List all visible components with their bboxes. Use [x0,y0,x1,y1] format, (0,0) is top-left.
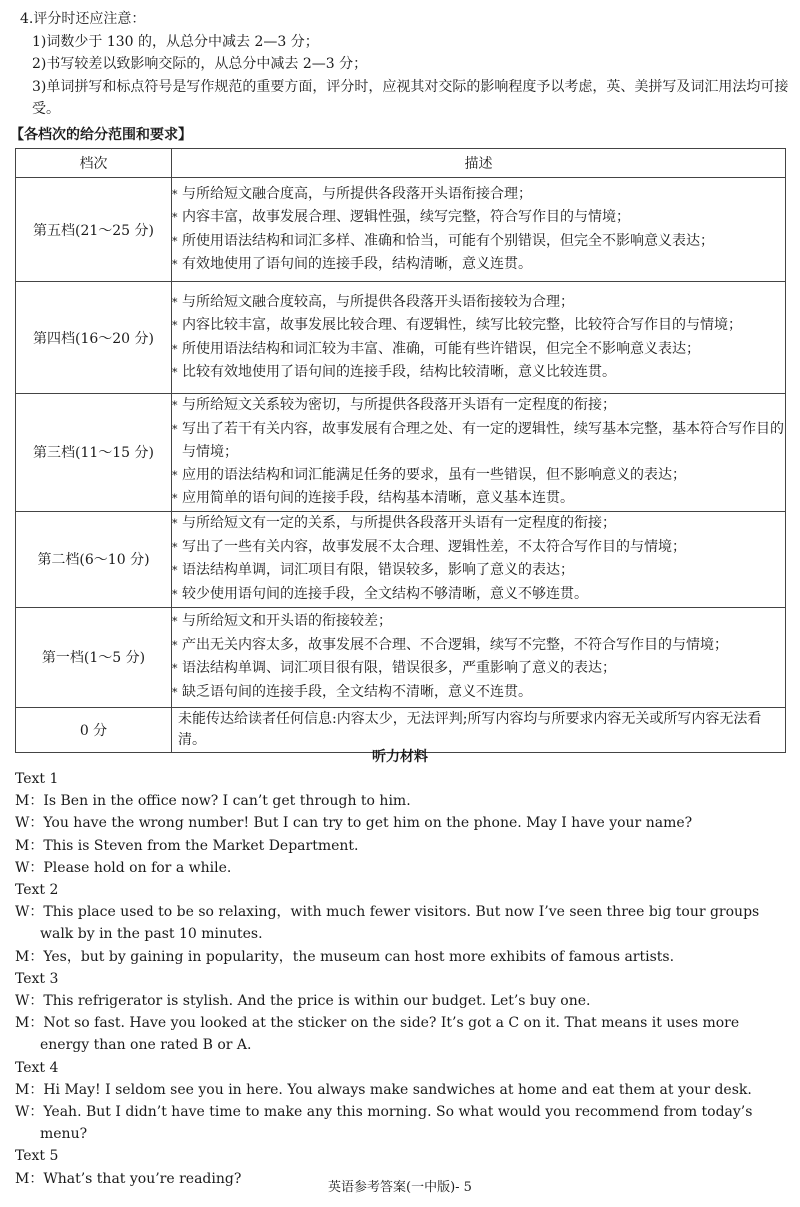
transcript-line: W：You have the wrong number! But I can try to get him on the phone. May I have your name? [15,815,693,832]
bullet-marker: * [172,342,178,356]
rubric-point-text: 与所给短文有一定的关系，与所提供各段落开头语有一定程度的衔接； [182,515,616,531]
rubric-point-text: 语法结构单调、词汇项目很有限，错误很多，严重影响了意义的表达； [182,660,616,676]
rubric-point-text: 与所给短文和开头语的衔接较差； [182,613,392,629]
rubric-point [172,610,785,634]
rubric-point [172,230,785,254]
scoring-note-1: 1)词数少于 130 的，从总分中减去 2—3 分； [32,33,319,50]
scoring-notes-heading: 4.评分时还应注意： [20,11,146,27]
page-footer: 英语参考答案(一中版)- 5 [328,1180,472,1195]
rubric-point [172,634,785,658]
transcript-section-label: Text 3 [15,970,59,987]
bullet-marker: * [172,258,178,271]
transcript-line: M：Yes，but by gaining in popularity，the museum can host more exhibits of famous artists. [15,948,675,965]
rubric-level: 第三档(11～15 分) [16,394,172,512]
bullet-marker: * [172,492,178,505]
transcript-line: W：Please hold on for a while. [15,859,232,876]
rubric-level: 第五档(21～25 分) [16,178,172,282]
rubric-description [172,511,786,607]
bullet-marker: * [172,366,178,379]
transcript-line: M：Hi May! I seldom see you in here. You always make sandwiches at home and eat them at your desk. [15,1081,752,1098]
rubric-body [16,178,786,753]
rubric-point [172,314,785,338]
rubric-point [172,657,785,681]
rubric-level: 第二档(6～10 分) [16,511,172,607]
rubric-point-text: 较少使用语句间的连接手段，全文结构不够清晰，意义不够连贯。 [182,585,588,602]
bullet-marker: * [172,564,178,577]
rubric-row [16,607,786,707]
rubric-table [15,148,786,753]
rubric-point [172,681,785,705]
transcript-line: M：Is Ben in the office now? I can’t get through to him. [15,793,411,810]
bullet-marker: * [172,662,178,675]
transcript-line: W：Yeah. But I didn’t have time to make any this morning. So what would you recommend from today’s menu? [15,1104,753,1143]
rubric-level-zero: 0 分 [16,707,172,752]
bullet-marker: * [172,517,178,530]
bullet-marker: * [172,399,178,412]
transcript-line: M：What’s that you’re reading? [15,1170,242,1187]
rubric-point [172,512,785,536]
rubric-description [172,178,786,282]
rubric-row [16,511,786,607]
rubric-point [172,583,785,607]
rubric-point-text: 应用简单的语句间的连接手段，结构基本清晰，意义基本连贯。 [182,490,574,506]
bullet-marker: * [172,422,178,436]
bullet-marker: * [172,234,178,248]
bullet-marker: * [172,468,178,482]
rubric-point-text: 语法结构单调，词汇项目有限，错误较多，影响了意义的表达； [182,562,574,578]
column-header-level: 档次 [16,149,172,178]
rubric-point-text: 与所给短文融合度较高，与所提供各段落开头语衔接较为合理； [182,293,574,310]
rubric-point-text: 缺乏语句间的连接手段，全文结构不清晰，意义不连贯。 [182,683,532,700]
bullet-marker: * [172,638,178,652]
rubric-point-text: 写出了若干有关内容，故事发展有合理之处、有一定的逻辑性，续写基本完整，基本符合写作目的与情境； [182,420,784,460]
rubric-level: 第一档(1～5 分) [16,607,172,707]
rubric-point-text: 内容丰富，故事发展合理、逻辑性强，续写完整，符合写作目的与情境； [182,209,630,225]
bullet-marker: * [172,540,178,554]
rubric-point-text: 比较有效地使用了语句间的连接手段，结构比较清晰，意义比较连贯。 [182,364,616,380]
rubric-row [16,178,786,282]
bullet-marker: * [172,615,178,628]
rubric-description-zero: 未能传达给读者任何信息:内容太少，无法评判;所写内容均与所要求内容无关或所写内容无法看清。 [172,707,786,752]
rubric-level: 第四档(16～20 分) [16,282,172,394]
transcript-section-label: Text 5 [15,1148,59,1165]
rubric-point-text: 与所给短文融合度高，与所提供各段落开头语衔接合理； [182,185,532,202]
rubric-point [172,394,785,418]
bullet-marker: * [172,211,178,224]
rubric-row [16,394,786,512]
scoring-note-2: 2)书写较差以致影响交际的，从总分中减去 2—3 分； [32,56,368,72]
rubric-point-text: 所使用语法结构和词汇多样、准确和恰当，可能有个别错误，但完全不影响意义表达； [182,232,714,249]
column-header-description: 描述 [172,149,786,178]
rubric-point [172,183,785,207]
rubric-point-text: 内容比较丰富，故事发展比较合理、有逻辑性，续写比较完整，比较符合写作目的与情境； [182,317,742,333]
bullet-marker: * [172,685,178,699]
listening-title: 听力材料 [372,749,428,765]
rubric-point [172,418,785,464]
transcript-section-label: Text 2 [15,882,59,899]
rubric-point [172,253,785,277]
transcript-line: W：This place used to be so relaxing，with much fewer visitors. But now I’ve seen three big tour groups walk by in the past 10 minutes. [15,904,760,943]
rubric-description [172,394,786,512]
rubric-point [172,464,785,488]
rubric-point-text: 写出了一些有关内容，故事发展不太合理、逻辑性差，不太符合写作目的与情境； [182,538,686,555]
transcript-section-label: Text 4 [15,1059,59,1076]
transcript-line: M：This is Steven from the Market Department. [15,837,359,854]
bullet-marker: * [172,295,178,309]
listening-transcript [15,768,790,1190]
bullet-marker: * [172,187,178,201]
rubric-section-title: 【各档次的给分范围和要求】 [10,127,192,143]
rubric-description [172,282,786,394]
transcript-line: M：Not so fast. Have you looked at the sticker on the side? It’s got a C on it. That means it uses more energy than one rated B or A. [15,1015,740,1054]
rubric-point [172,487,785,511]
rubric-point-text: 产出无关内容太多，故事发展不合理、不合逻辑，续写不完整，不符合写作目的与情境； [182,636,728,653]
transcript-section-label: Text 1 [15,771,59,787]
rubric-point-text: 有效地使用了语句间的连接手段，结构清晰，意义连贯。 [182,256,532,272]
rubric-point [172,338,785,362]
rubric-point [172,361,785,385]
scoring-notes [20,8,790,121]
rubric-point-text: 应用的语法结构和词汇能满足任务的要求，虽有一些错误，但不影响意义的表达； [182,466,686,483]
rubric-header-row [16,149,786,178]
rubric-row [16,282,786,394]
rubric-point-text: 所使用语法结构和词汇较为丰富、准确，可能有些许错误，但完全不影响意义表达； [182,340,700,357]
rubric-point-text: 与所给短文关系较为密切，与所提供各段落开头语有一定程度的衔接； [182,397,616,413]
transcript-line: W：This refrigerator is stylish. And the price is within our budget. Let’s buy one. [15,993,591,1010]
scoring-note-3: 3)单词拼写和标点符号是写作规范的重要方面，评分时，应视其对交际的影响程度予以考虑，英、美拼写及词汇用法均可接受。 [32,78,789,117]
rubric-point [172,536,785,560]
bullet-marker: * [172,587,178,601]
rubric-point [172,291,785,315]
rubric-point [172,206,785,230]
bullet-marker: * [172,319,178,332]
rubric-description [172,607,786,707]
rubric-point [172,559,785,583]
